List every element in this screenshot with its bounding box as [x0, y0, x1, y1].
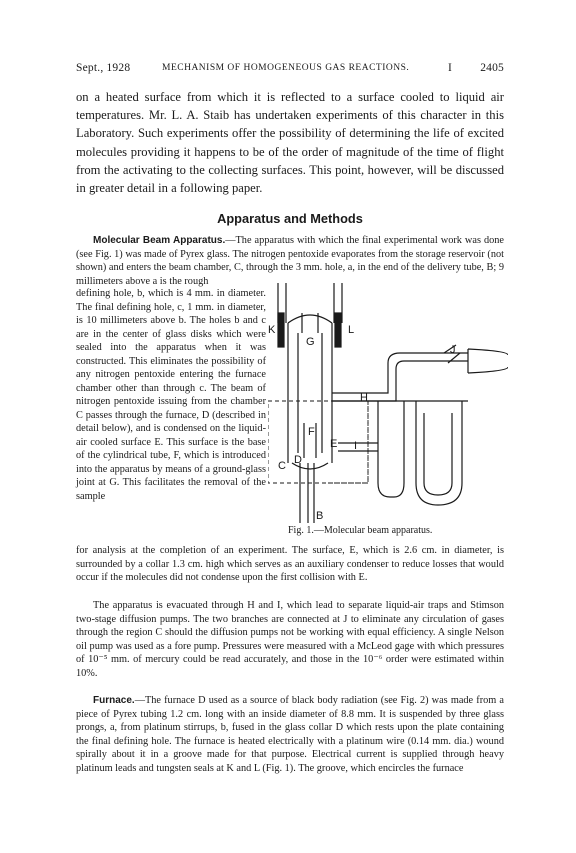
running-head-title: MECHANISM OF HOMOGENEOUS GAS REACTIONS.	[162, 63, 410, 73]
molecular-beam-text: —The apparatus with which the final experimental work was done (see Fig. 1) was made of Pyrex glass. The nitrogen pentoxide evaporates from the storage reservoir (not shown) and enters the beam chamber, C, through the 3 mm. hole, a, in the end of the delivery tube, B; 9 millimeters above a is the rough	[76, 235, 504, 287]
running-head-date: Sept., 1928	[76, 62, 131, 74]
intro-paragraph: on a heated surface from which it is reflected to a surface cooled to liquid air temperatures. Mr. L. A. Staib has undertaken experiments of this character in this Laboratory. Such experiments offer the possibility of determining the life of excited molecules providing it happens to be of the order of magnitude of the time of flight from the activating to the collecting surfaces. This point, however, will be discussed in greater detail in a following paper.	[76, 90, 504, 196]
evacuation-paragraph: The apparatus is evacuated through H and I, which lead to separate liquid-air traps and Stimson two-stage diffusion pumps. The two branches are connected at J to eliminate any circulation of gases through the region C should the diffusion pumps not be working with equal efficiency. A single Nelson oil pump was used as a fore pump. Pressures were measured with a McLeod gage with which pressures of 10⁻⁵ mm. of mercury could be read accurately, and those in the 10⁻⁶ order were estimated within 10%.	[76, 600, 504, 679]
furnace-text: —The furnace D used as a source of black body radiation (see Fig. 2) was made from a piece of Pyrex tubing 1.2 cm. long with an inside diameter of 8.8 mm. It is suspended by three glass prongs, a, from platinum stirrups, b, fused in the glass collar D which rests upon the plate containing the final defining hole. The furnace is heated electrically with a platinum wire (0.14 mm. dia.) wound spirally about it in a groove made for that purpose. Electrical current is supplied through heavy platinum leads and tungsten seals at K and L (Fig. 1). The groove, which encircles the furnace	[76, 695, 504, 774]
molecular-beam-continued: for analysis at the completion of an experiment. The surface, E, which is 2.6 cm. in diameter, is surrounded by a collar 1.3 cm. high which serves as an auxiliary condenser to reduce losses that would occur if the molecules did not condense upon the first collision with E.	[76, 545, 504, 583]
furnace-run-in: Furnace.	[93, 695, 135, 706]
label-c: C	[278, 460, 286, 472]
label-f: F	[308, 426, 315, 438]
furnace-paragraph	[76, 694, 504, 775]
label-e: E	[330, 438, 338, 450]
running-head-volume: I	[448, 62, 453, 74]
label-l: L	[348, 324, 355, 336]
molecular-beam-wrap-text: defining hole, b, which is 4 mm. in diameter. The final defining hole, c, 1 mm. in diameter, is 10 millimeters above b. The holes b and c are in the center of glass disks which were sealed into the apparatus when it was constructed. This eliminates the possibility of any nitrogen pentoxide entering the furnace chamber other than through c. The beam of nitrogen pentoxide issuing from the chamber C passes through the furnace, D (described in detail below), and is condensed on the liquid-air cooled surface E. This surface is the base of the cylindrical tube, F, which is introduced into the apparatus by means of a ground-glass joint at G. This facilitates the removal of the sample	[76, 288, 266, 502]
label-b: B	[316, 510, 324, 522]
apparatus-diagram	[268, 283, 508, 523]
page-number: 2405	[480, 62, 504, 74]
molecular-beam-run-in: Molecular Beam Apparatus.	[93, 235, 226, 246]
label-j: J	[450, 344, 456, 356]
label-g: G	[306, 336, 315, 348]
figure-caption: Fig. 1.—Molecular beam apparatus.	[288, 525, 433, 536]
label-k: K	[268, 324, 276, 336]
label-i: I	[354, 440, 358, 452]
molecular-beam-paragraph	[76, 234, 504, 288]
section-heading: Apparatus and Methods	[217, 211, 363, 226]
figure-1	[268, 283, 508, 523]
label-h: H	[360, 392, 368, 404]
label-d: D	[294, 454, 302, 466]
